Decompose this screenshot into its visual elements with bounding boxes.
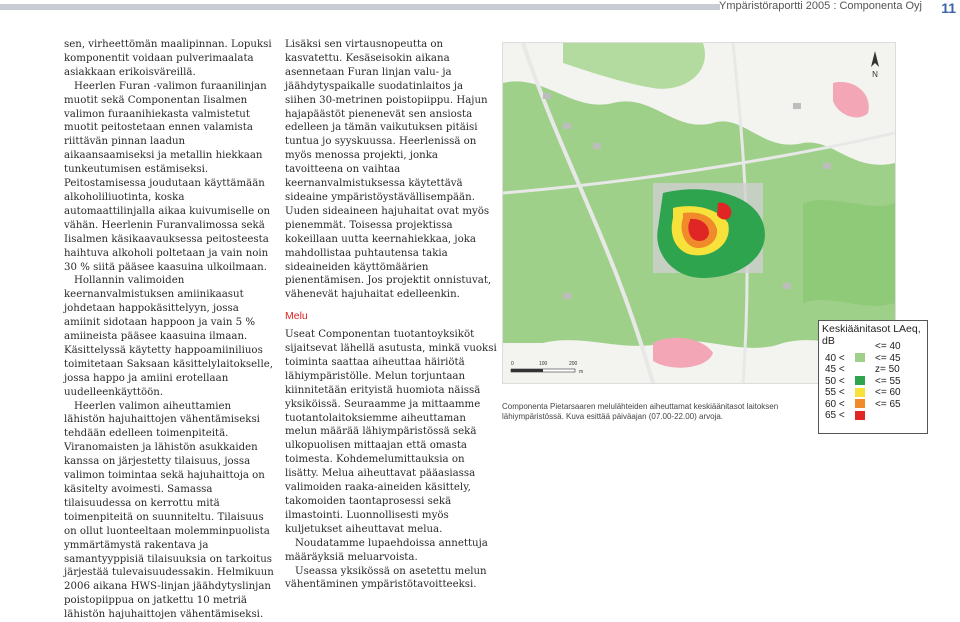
legend-swatch bbox=[855, 365, 865, 374]
legend-range-high: <= 60 bbox=[875, 387, 901, 398]
scale-label: 200 bbox=[569, 361, 578, 367]
paragraph: Useassa yksikössä on asetettu melun vähentäminen ympäristötavoitteeksi. bbox=[285, 565, 487, 591]
legend-range-low: 40 < bbox=[825, 352, 845, 364]
building bbox=[543, 93, 551, 99]
legend-row bbox=[825, 398, 901, 410]
paragraph: Heerlen valimon aiheuttamien lähistön hajuhaittojen vähentämiseksi tehdään edelleen toimenpiteitä. Viranomaisten ja lähistön asukkaiden kanssa on järjestetty tilaisuus, jossa valimon toimintaa sekä hajuhaittoja on käsitelty avoimesti. Samassa tilaisuudessa on kerrottu mitä toimenpiteitä on suunniteltu. Tilaisuus on ollut luonteeltaan molemminpuolista ymmärtämystä rakentava ja samantyyppisiä tilaisuuksia on tarkoitus järjestää tulevaisuudessakin. Helmikuun 2006 aikana HWS-linjan jäähdytyslinjan poistopiippua on jatkettu 10 metriä lähistön hajuhaittojen vähentämiseksi. bbox=[64, 400, 274, 621]
building bbox=[823, 163, 831, 169]
report-title: Ympäristöraportti 2005 : Componenta Oyj bbox=[719, 0, 922, 12]
paragraph: Hollannin valimoiden keernanvalmistuksen amiinikaasut johdetaan happokäsittelyyn, jossa amiinit sidotaan happoon ja vain 5 % amiineista pääsee kaasuina ilmaan. Käsittelyssä käytetty happoamiiniliuos toimitetaan Saksaan käsittelylaitokselle, jossa happo ja amiini erotellaan uudelleenkäyttöön. bbox=[64, 275, 273, 398]
paragraph: Lisäksi sen virtausnopeutta on kasvatettu. Kesäseisokin aikana asennetaan Furan linjan valu- ja jäähdytyspaikalle suodatinlaitos ja siihen 30-metrinen poistopiippu. Hajun hajapäästöt pienenevät sen ansiosta edelleen ja tämän vaikutuksen pitäisi tuntua jo syyskuussa. Heerlenissä on myös menossa projekti, jonka tavoitteena on vaihtaa keernanvalmistuksessa käytettävä sideaine ympäristöystävällisempään. Uuden sideaineen hajuhaitat ovat myös pienemmät. Toisessa projektissa kokeillaan uutta keernahiekkaa, joka mahdollistaa puhtautensa takia sideaineiden käyttömäärien pienentämisen. Jos projektit onnistuvat, vähenevät hajuhaitat edelleenkin. bbox=[285, 39, 492, 301]
legend-row bbox=[825, 352, 901, 364]
page-header bbox=[0, 0, 960, 22]
building bbox=[563, 123, 571, 129]
paragraph: sen, virheettömän maalipinnan. Lopuksi komponentit voidaan pulverimaalata asiakkaan erikoisväreillä. bbox=[64, 39, 272, 78]
noise-legend bbox=[818, 320, 928, 434]
legend-swatch bbox=[855, 342, 865, 351]
legend-range-low: 45 < bbox=[825, 364, 845, 375]
map-caption: Componenta Pietarsaaren melulähteiden aiheuttamat keskiäänitasot laitoksen lähiympäristössä. Kuva esittää päiväajan (07.00-22.00) arvoja. bbox=[502, 402, 779, 421]
legend-range-low: 60 < bbox=[825, 398, 845, 410]
legend-row bbox=[825, 387, 901, 398]
building bbox=[593, 143, 601, 149]
building bbox=[783, 283, 791, 289]
building bbox=[793, 103, 801, 109]
scale-label: m bbox=[579, 369, 584, 375]
building bbox=[563, 293, 571, 299]
section-heading-melu: Melu bbox=[285, 310, 308, 323]
legend-swatch bbox=[855, 411, 865, 420]
legend-row bbox=[825, 364, 900, 375]
scale-label: 100 bbox=[539, 361, 548, 367]
legend-row bbox=[825, 341, 901, 352]
terrain-light-green-east bbox=[803, 200, 895, 306]
legend-swatch bbox=[855, 399, 865, 408]
text-column-1 bbox=[64, 38, 274, 622]
page-number: 11 bbox=[941, 0, 956, 16]
legend-row bbox=[825, 410, 865, 420]
paragraph: Heerlen Furan -valimon furaanilinjan muotit sekä Componentan Iisalmen valimon furaanihiekasta valmistetut muotit peitostetaan ennen valamista riittävän pinnan laadun aikaansaamiseksi ja metallin hiekkaan tunkeutumisen estämiseksi. Peitostamisessa joudutaan käyttämään alkoholiliuotinta, koska automaattilinjalla aikaa kuivumiselle on vähän. Heerlenin Furanvalimossa sekä Iisalmen käsikaavauksessa peitosteesta haihtuva alkoholi poltetaan ja vain noin 30 % siitä pääsee kaasuina ulkoilmaan. bbox=[64, 80, 271, 273]
legend-range-low: 55 < bbox=[825, 387, 845, 398]
legend-range-high: <= 40 bbox=[875, 341, 901, 352]
scale-label: 0 bbox=[511, 361, 514, 367]
legend-row bbox=[825, 375, 901, 387]
legend-swatch bbox=[855, 376, 865, 385]
legend-range-high: <= 45 bbox=[875, 352, 901, 364]
legend-swatch bbox=[855, 388, 865, 397]
legend-range-high: <= 55 bbox=[875, 375, 901, 387]
legend-range-high: <= 65 bbox=[875, 398, 901, 410]
legend-range-low: 50 < bbox=[825, 375, 845, 387]
paragraph: Noudatamme lupaehdoissa annettuja määräyksiä meluarvoista. bbox=[285, 537, 488, 563]
header-stripe bbox=[0, 4, 720, 10]
legend-range-high: z= 50 bbox=[875, 364, 900, 375]
north-label: N bbox=[872, 70, 878, 79]
legend-swatch bbox=[855, 353, 865, 362]
paragraph: Useat Componentan tuotantoyksiköt sijaitsevat lähellä asutusta, minkä vuoksi toiminta saattaa aiheuttaa häiriötä lähiympäristölle. Melun torjuntaan kiinnitetään erityistä huomiota näissä yksiköissä. Seuraamme ja mittaamme tuotantolaitoksiemme aiheuttaman melun määrää lähiympäristössä sekä ulkopuolisen mittaajan että omasta toimesta. Kohdemelumittauksia on lisätty. Melua aiheuttavat pääasiassa valimoiden raaka-aineiden käsittely, takomoiden taontaprosessi sekä ilmastointi. Luonnollisesti myös kuljetukset aiheuttavat melua. bbox=[285, 329, 497, 535]
legend-title: Keskiäänitasot LAeq, dB bbox=[822, 323, 921, 347]
text-column-2 bbox=[285, 38, 497, 592]
legend-range-low: 65 < bbox=[825, 410, 845, 421]
